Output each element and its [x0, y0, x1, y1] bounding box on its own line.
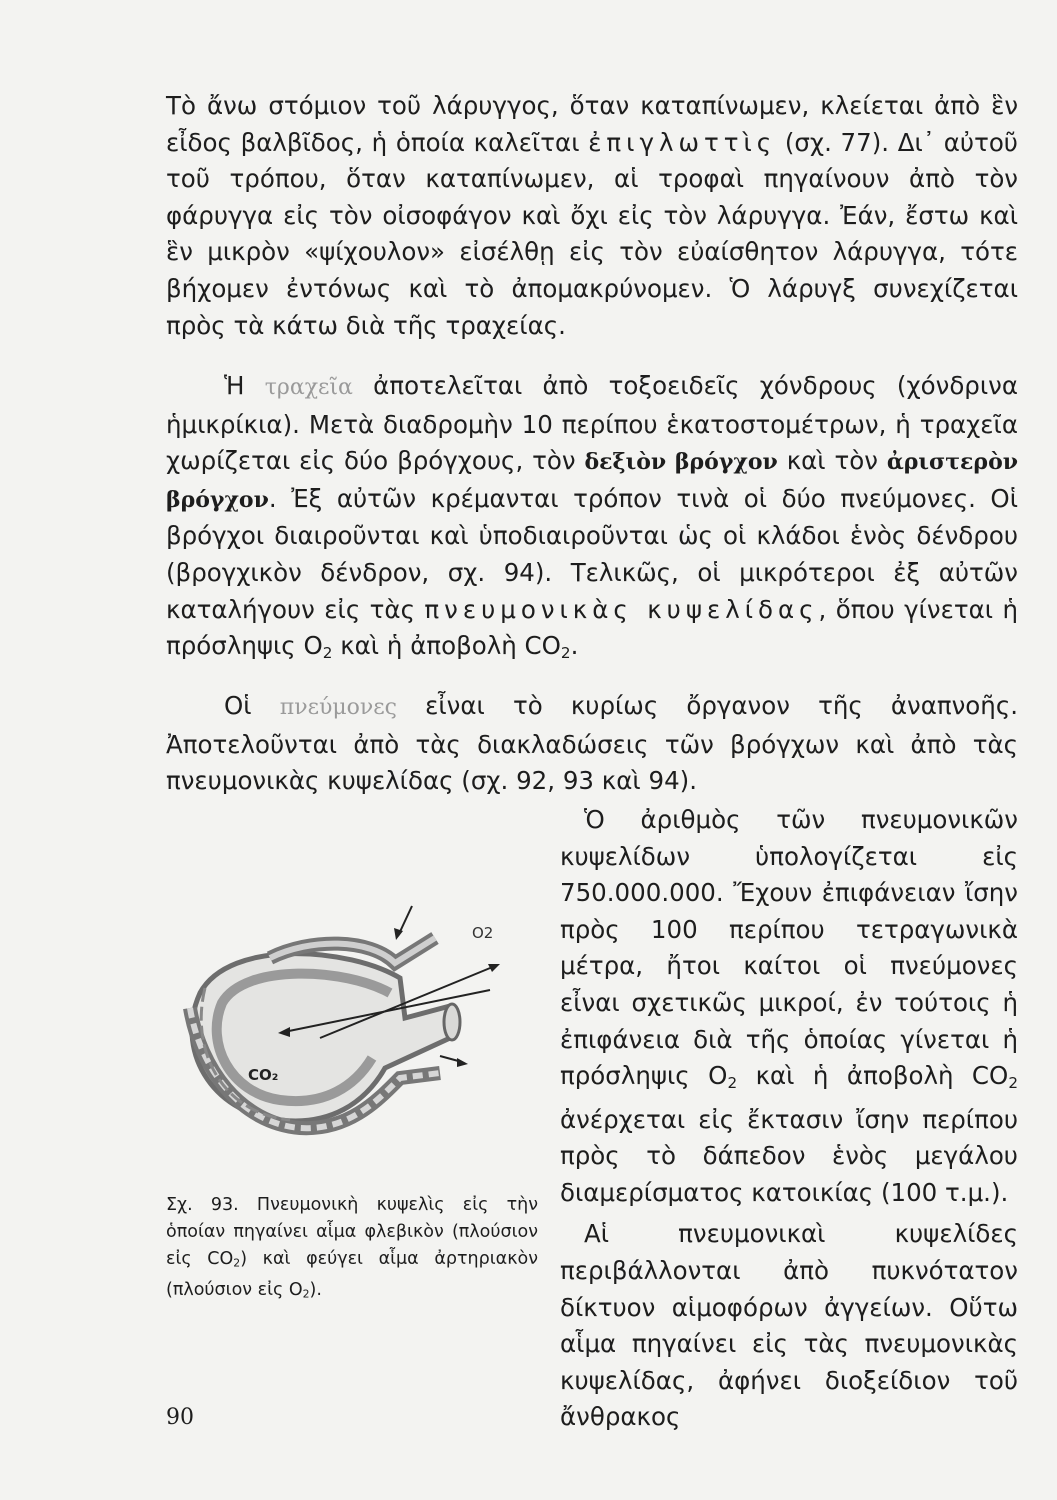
term-epiglottis: ἐπιγλωττὶς: [588, 127, 777, 157]
figure-caption: Σχ. 93. Πνευμονικὴ κυψελὶς εἰς τὴν ὁποίαν πηγαίνει αἷμα φλεβικὸν (πλούσιον εἰς $CO_2$) καὶ φεύγει αἷμα ἀρτηριακὸν (πλούσιον εἰς $O_2$).: [166, 1195, 538, 1301]
paragraph-lungs: Οἱ πνεύμονες εἶναι τὸ κυρίως ὄργανον τῆς ἀναπνοῆς. Ἀποτελοῦνται ἀπὸ τὰς διακλαδώσεις τῶν βρόγχων καὶ ἀπὸ τὰς πνευμονικὰς κυψελίδας (σχ. 92, 93 καὶ 94).: [166, 691, 1018, 796]
term-left-bronchus: ἀριστερὸν βρόγχον: [166, 449, 1019, 513]
paragraph-blood-vessels: Αἱ πνευμονικαὶ κυψελίδες περιβάλλονται ἀπὸ πυκνότατον δίκτυον αἱμοφόρων ἀγγείων. Οὕτω αἷμα πηγαίνει εἰς τὰς πνευμονικὰς κυψελίδας, ἀφήνει διοξείδιον τοῦ ἄνθρακος: [560, 1219, 1018, 1432]
term-right-bronchus: δεξιὸν βρόγχον: [584, 449, 778, 476]
term-lungs: πνεύμονες: [279, 695, 397, 720]
alveolus-figure: [150, 898, 550, 1168]
bronchiole-opening: [444, 1004, 460, 1040]
o2-label: O2: [472, 924, 494, 942]
co2-label: CO₂: [248, 1066, 279, 1084]
paragraph-alveoli-count: Ὁ ἀριθμὸς τῶν πνευμονικῶν κυψελίδων ὑπολογίζεται εἰς 750.000.000. Ἔχουν ἐπιφάνειαν ἴσην πρὸς 100 περίπου τετραγωνικὰ μέτρα, ἤτοι καίτοι οἱ πνεύμονες εἶναι σχετικῶς μικροί, ἐν τούτοις ἡ ἐπιφάνεια διὰ τῆς ὁποίας γίνεται ἡ πρόσληψις $O_2$ καὶ ἡ ἀποβολὴ $CO_2$ ἀνέρχεται εἰς ἔκτασιν ἴσην περίπου πρὸς τὸ δάπεδον ἑνὸς μεγάλου διαμερίσματος κατοικίας (100 τ.μ.).: [560, 805, 1018, 1207]
alveolus-illustration: [150, 898, 550, 1168]
term-alveoli: πνευμονικὰς κυψελίδας: [424, 594, 819, 624]
paragraph-larynx: Τὸ ἄνω στόμιον τοῦ λάρυγγος, ὅταν καταπίνωμεν, κλείεται ἀπὸ ἓν εἶδος βαλβῖδος, ἡ ὁποία καλεῖται ἐπιγλωττὶς (σχ. 77). Δι᾽ αὐτοῦ τοῦ τρόπου, ὅταν καταπίνωμεν, αἱ τροφαὶ πηγαίνουν ἀπὸ τὸν φάρυγγα εἰς τὸν οἰσοφάγον καὶ ὄχι εἰς τὸν λάρυγγα. Ἐάν, ἔστω καὶ ἓν μικρὸν «ψίχουλον» εἰσέλθῃ εἰς τὸν εὐαίσθητον λάρυγγα, τότε βήχομεν ἐντόνως καὶ τὸ ἀπομακρύνομεν. Ὁ λάρυγξ συνεχίζεται πρὸς τὰ κάτω διὰ τῆς τραχείας.: [166, 91, 1018, 340]
paragraph-trachea: Ἡ τραχεῖα ἀποτελεῖται ἀπὸ τοξοειδεῖς χόνδρους (χόνδρινα ἡμικρίκια). Μετὰ διαδρομὴν 10 περίπου ἑκατοστομέτρων, ἡ τραχεῖα χωρίζεται εἰς δύο βρόγχους, τὸν δεξιὸν βρόγχον καὶ τὸν ἀριστερὸν βρόγχον. Ἐξ αὐτῶν κρέμανται τρόπον τινὰ οἱ δύο πνεύμονες. Οἱ βρόγχοι διαιροῦνται καὶ ὑποδιαιροῦνται ὡς οἱ κλάδοι ἑνὸς δένδρου (βρογχικὸν δένδρον, σχ. 94). Τελικῶς, οἱ μικρότεροι ἐξ αὐτῶν καταλήγουν εἰς τὰς πνευμονικὰς κυψελίδας, ὅπου γίνεται ἡ πρόσληψις $O_2$ καὶ ἡ ἀποβολὴ $CO_2$.: [166, 371, 1019, 662]
term-trachea: τραχεῖα: [264, 375, 353, 400]
right-column: [560, 802, 1018, 1436]
page-number: 90: [166, 1405, 194, 1430]
